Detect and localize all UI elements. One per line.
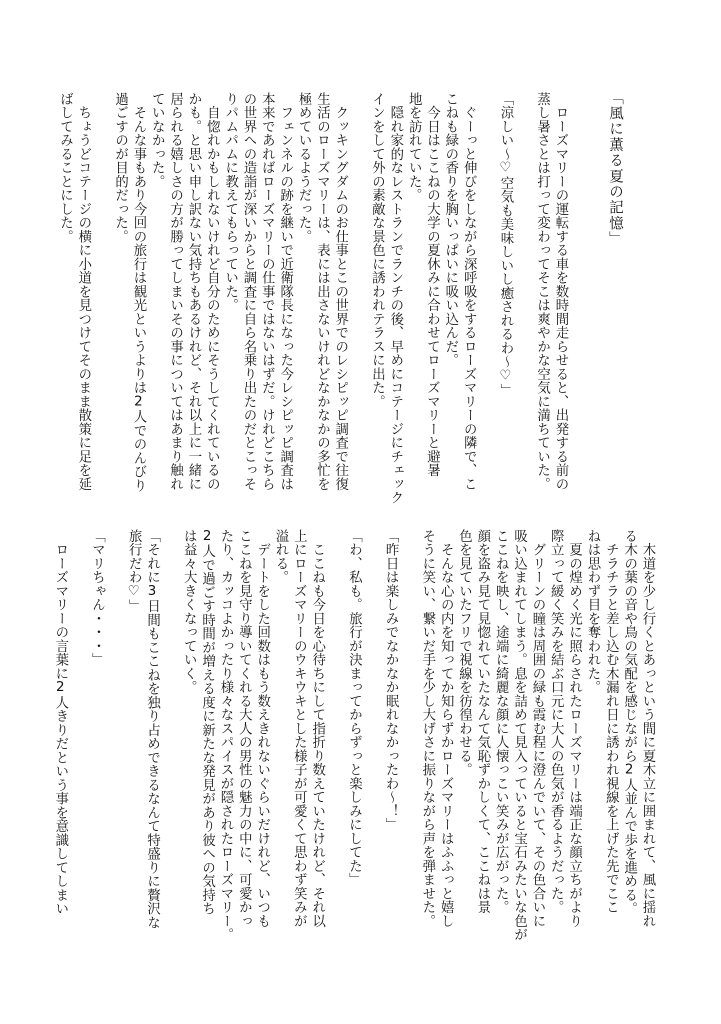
text-column: りパムパムに教えてもらっていた。: [222, 92, 238, 312]
text-column: ていなかった。: [149, 92, 165, 189]
text-column: 夏の煌めく光に照らされたローズマリーは端正な顔立ちがより: [566, 529, 582, 928]
text-column: 際立って緩く笑みを結ぶ口元に大人の色気が香るようだった。: [548, 529, 564, 914]
text-column: グリーンの瞳は周囲の緑も霞む程に澄んでいて、その色合いに: [529, 529, 545, 928]
text-column: ここねも今日を心待ちにして指折り数えていたけれど、それ以: [309, 529, 325, 928]
text-column: 吸い込まれてしまう。息を詰めて見入っていると宝石みたいな色が: [511, 529, 527, 942]
text-column: る木の葉の音や鳥の気配を感じながら2人並んで歩を進める。: [621, 529, 637, 916]
text-column: ばしてみることにした。: [57, 92, 73, 244]
text-column: 顔を盗み見て見惚れていたなんて気恥ずかしくて、ここねは景: [474, 529, 490, 914]
text-column: 蒸し暑さとは打って変わってそこは爽やかな空気に満ちていた。: [534, 92, 550, 491]
text-column: は益々大きくなっていく。: [181, 529, 197, 694]
text-column: ローズマリーの言葉に2人きりだという事を意識してしまい: [52, 529, 68, 916]
text-column: 上にローズマリーのウキウキとした様子が可愛くて思わず笑みが: [291, 529, 307, 928]
text-column: 隠れ家的なレストランでランチの後、早めにコテージにチェック: [387, 92, 403, 505]
text-column: 生活のローズマリーは、表には出さないけれどなかなかの多忙を: [314, 92, 330, 491]
story-title: 「風に薫る夏の記憶」: [607, 90, 623, 247]
text-column: ぐーっと伸びをしながら深呼吸をするローズマリーの隣で、こ: [461, 92, 477, 491]
text-column: 「わ、私も。旅行が決まってからずっと楽しみにしてた」: [346, 529, 362, 887]
text-column: ここねを映し、途端に綺麗な顔に人懐っこい笑みが広がった。: [493, 529, 509, 914]
text-column: 自惚れかもしれないけれど自分のためにそうしてくれているの: [204, 92, 220, 491]
text-column: 「マリちゃん・・・」: [89, 529, 105, 667]
text-column: デートをした回数はもう数えきれないぐらいだけれど、いつも: [254, 529, 270, 928]
text-column: こねも緑の香りを胸いっぱいに吸い込んだ。: [442, 92, 458, 367]
text-column: 「涼しい～♡空気も美味しいし癒されるわ～♡」: [497, 92, 513, 398]
text-column: 極めているようだった。: [296, 92, 312, 244]
text-column: 居られる嬉しさの方が勝ってしまいその事についてはあまり触れ: [167, 92, 183, 491]
text-column: 木道を少し行くとあっという間に夏木立に囲まれて、風に揺れ: [640, 529, 655, 928]
text-column: 旅行だわ♡」: [126, 529, 142, 614]
text-column: ちょうどコテージの横に小道を見つけてそのまま散策に足を延: [75, 92, 91, 491]
text-column: 2人で過ごす時間が増える度に新たな発見があり彼への気持ち: [199, 529, 215, 916]
text-column: 本来であればローズマリーの仕事ではないはずだ。けれどこちら: [259, 92, 275, 491]
text-column: かも。と思い申し訳ない気持ちもあるけれど、それ以上に一緒に: [185, 92, 201, 491]
text-column: インをして外の素敵な景色に誘われテラスに出た。: [369, 92, 385, 409]
text-column: ねは思わず目を奪われた。: [584, 529, 600, 694]
text-column: 「それに3日間もここねを独り占めできるなんて特盛りに贅沢な: [144, 529, 160, 930]
text-column: そんな心の内を知ってか知らずかローズマリーはふふっと嬉し: [438, 529, 454, 928]
text-column: ローズマリーの運転する車を数時間走らせると、出発する前の: [552, 92, 568, 491]
text-column: フェンネルの跡を継いで近衛隊長になった今レシピッピ調査は: [277, 92, 293, 491]
text-column: クッキングダムのお仕事とこの世界でのレシピッピ調査で往復: [332, 92, 348, 491]
text-column: 過ごすのが目的だった。: [112, 92, 128, 244]
text-column: 「昨日は楽しみでなかなか眠れなかったわ～！」: [383, 529, 399, 832]
text-column: ここねを見守り導いてくれる大人の男性の魅力の中に、可愛かっ: [236, 529, 252, 928]
text-column: 色を見ていたフリで視線を彷徨わせる。: [456, 529, 472, 777]
text-column: の世界への造詣が深いからと調査に自ら名乗り出たのだとこっそ: [241, 92, 256, 491]
text-column: 地を訪れていた。: [406, 92, 422, 202]
text-column: そうに笑い、繋いだ手を少し大げさに振りながら声を弾ませた。: [419, 529, 435, 928]
text-column: そんな事もあり今回の旅行は観光というよりは2人でのんびり: [130, 92, 146, 493]
text-column: チラチラと差し込む木漏れ日に誘われ視線を上げた先でここ: [603, 529, 619, 914]
text-column: たり、カッコよかったり様々なスパイスが隠されたローズマリー。: [217, 529, 233, 942]
text-column: 溢れる。: [273, 529, 288, 584]
text-column: 今日はここねの大学の夏休みに合わせてローズマリーと避暑: [424, 92, 440, 477]
